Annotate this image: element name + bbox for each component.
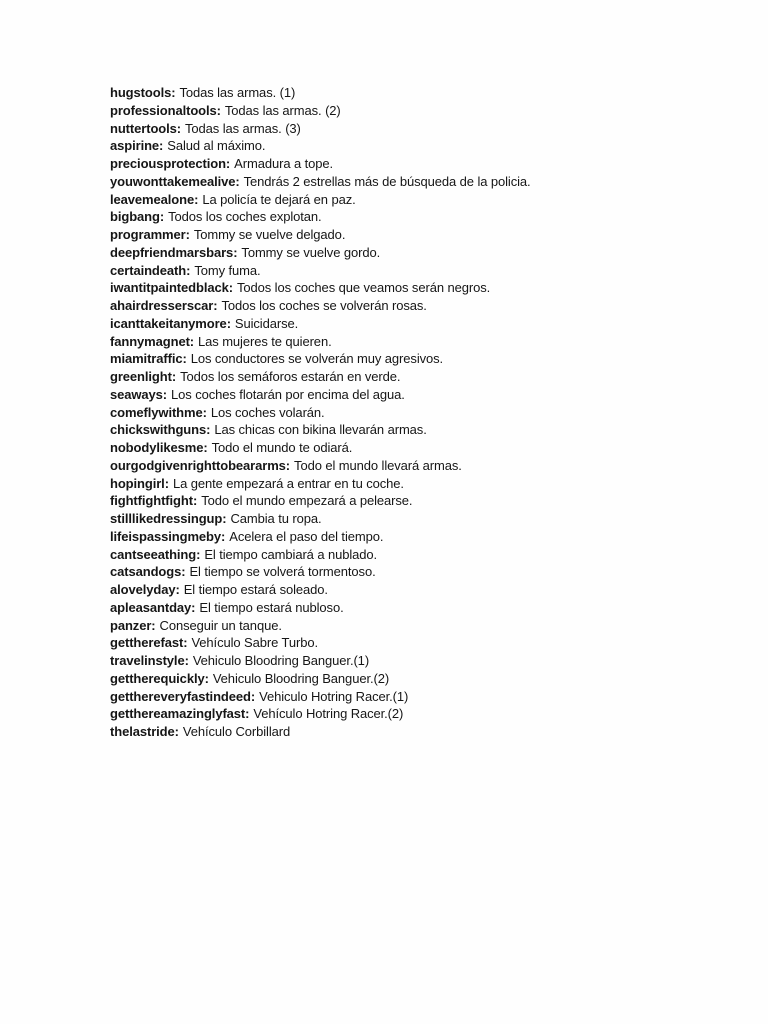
cheat-line [110, 137, 670, 155]
cheat-code: greenlight: [110, 369, 177, 384]
cheat-line [110, 652, 670, 670]
cheat-line [110, 368, 670, 386]
cheat-description: El tiempo se volverá tormentoso. [189, 564, 376, 580]
cheat-line [110, 528, 670, 546]
cheat-code: gettherefast: [110, 635, 188, 651]
cheat-description: Vehículo Corbillard [182, 724, 291, 739]
cheat-line [110, 84, 670, 102]
cheat-line [110, 386, 670, 404]
cheat-description: Vehiculo Hotring Racer.(1) [259, 688, 409, 704]
cheat-code: chickswithguns: [110, 422, 211, 438]
cheat-description: Todas las armas. (3) [185, 120, 301, 136]
cheat-description: Salud al máximo. [167, 138, 266, 154]
cheat-description: Todos los coches que veamos serán negros. [236, 280, 491, 296]
cheat-code: deepfriendmarsbars: [110, 244, 238, 260]
cheat-description: Todas las armas. (2) [224, 102, 341, 118]
cheat-line [110, 705, 670, 723]
cheat-code: catsandogs: [110, 564, 186, 580]
cheat-code: hugstools: [110, 85, 176, 100]
cheat-line [110, 439, 670, 457]
cheat-description: Todos los coches explotan. [168, 209, 322, 225]
cheat-description: Armadura a tope. [234, 156, 334, 171]
cheat-description: Los conductores se volverán muy agresivos. [190, 351, 444, 367]
cheat-line [110, 599, 670, 617]
cheat-description: La gente empezará a entrar en tu coche. [172, 475, 404, 491]
cheat-line [110, 350, 670, 368]
cheat-line [110, 191, 670, 209]
cheat-description: Vehículo Sabre Turbo. [191, 635, 318, 651]
cheat-description: Conseguir un tanque. [159, 617, 282, 633]
cheat-description: Los coches flotarán por encima del agua. [171, 386, 405, 402]
cheat-description: Vehiculo Bloodring Banguer.(1) [192, 653, 370, 668]
cheat-description: El tiempo estará nubloso. [199, 599, 344, 615]
cheat-line [110, 688, 670, 706]
cheat-code: fightfightfight: [110, 493, 198, 509]
cheat-code: leavemealone: [110, 191, 199, 207]
cheat-code: thelastride: [110, 724, 179, 739]
cheat-line [110, 173, 670, 191]
cheat-line [110, 404, 670, 422]
cheat-line [110, 155, 670, 173]
cheat-line [110, 262, 670, 280]
cheat-line [110, 279, 670, 297]
cheat-code: lifeispassingmeby: [110, 528, 226, 544]
cheat-line [110, 421, 670, 439]
cheat-code: miamitraffic: [110, 351, 187, 367]
cheat-code: nobodylikesme: [110, 440, 208, 455]
cheat-description: Cambia tu ropa. [230, 511, 322, 526]
cheat-line [110, 563, 670, 581]
cheat-line [110, 723, 670, 741]
cheat-code: comeflywithme: [110, 404, 207, 420]
cheat-code: stilllikedressingup: [110, 511, 227, 526]
cheat-code: youwonttakemealive: [110, 173, 240, 189]
cheat-code: certaindeath: [110, 262, 191, 278]
cheat-code: seaways: [110, 386, 168, 402]
cheat-description: Las mujeres te quieren. [198, 333, 332, 349]
cheat-code: bigbang: [110, 209, 165, 225]
cheat-code: icanttakeitanymore: [110, 315, 231, 331]
cheat-description: Tommy se vuelve delgado. [193, 227, 346, 242]
cheat-description: Tomy fuma. [194, 262, 261, 278]
cheat-code: hopingirl: [110, 475, 169, 491]
cheat-code: fannymagnet: [110, 333, 195, 349]
cheat-description: Todos los coches se volverán rosas. [221, 298, 427, 313]
cheat-line [110, 581, 670, 599]
cheat-description: Todo el mundo te odiará. [211, 440, 353, 455]
cheat-code: ahairdresserscar: [110, 298, 218, 313]
cheat-line [110, 670, 670, 688]
cheat-description: Tendrás 2 estrellas más de búsqueda de la policia. [243, 173, 531, 189]
cheat-code: getthereveryfastindeed: [110, 688, 256, 704]
cheat-code: preciousprotection: [110, 156, 231, 171]
cheat-description: Tommy se vuelve gordo. [241, 244, 381, 260]
cheat-description: Todo el mundo empezará a pelearse. [201, 493, 413, 509]
cheat-line [110, 333, 670, 351]
cheat-line [110, 102, 670, 120]
cheat-code: aspirine: [110, 138, 164, 154]
cheat-line [110, 226, 670, 244]
cheat-code: cantseeathing: [110, 546, 201, 562]
cheat-description: Vehiculo Bloodring Banguer.(2) [212, 670, 390, 686]
cheat-description: Vehículo Hotring Racer.(2) [253, 706, 404, 722]
cheat-line [110, 297, 670, 315]
cheat-line [110, 244, 670, 262]
cheat-code: gettherequickly: [110, 670, 209, 686]
cheat-line [110, 617, 670, 635]
cheat-line [110, 208, 670, 226]
cheat-description: El tiempo estará soleado. [183, 582, 328, 597]
cheat-description: Acelera el paso del tiempo. [229, 528, 384, 544]
cheat-code: panzer: [110, 617, 156, 633]
cheat-line [110, 492, 670, 510]
cheat-line [110, 457, 670, 475]
cheat-code: alovelyday: [110, 582, 180, 597]
cheat-code: getthereamazinglyfast: [110, 706, 250, 722]
cheat-description: Todos los semáforos estarán en verde. [180, 369, 401, 384]
cheat-code: professionaltools: [110, 102, 221, 118]
cheat-description: Todo el mundo llevará armas. [294, 457, 462, 473]
cheat-description: Todas las armas. (1) [179, 85, 296, 100]
cheat-line [110, 475, 670, 493]
cheat-line [110, 120, 670, 138]
cheat-description: El tiempo cambiará a nublado. [204, 546, 378, 562]
cheat-code: apleasantday: [110, 599, 196, 615]
cheat-description: La policía te dejará en paz. [202, 191, 356, 207]
cheat-line [110, 546, 670, 564]
cheat-line [110, 634, 670, 652]
cheat-code: travelinstyle: [110, 653, 189, 668]
cheat-code: ourgodgivenrighttobeararms: [110, 457, 291, 473]
cheat-description: Las chicas con bikina llevarán armas. [214, 422, 427, 438]
cheat-line [110, 510, 670, 528]
cheat-code: iwantitpaintedblack: [110, 280, 233, 296]
cheat-code: nuttertools: [110, 120, 182, 136]
cheat-line [110, 315, 670, 333]
cheat-description: Suicidarse. [234, 315, 299, 331]
cheat-list [110, 84, 670, 741]
cheat-description: Los coches volarán. [210, 404, 325, 420]
cheat-code: programmer: [110, 227, 190, 242]
